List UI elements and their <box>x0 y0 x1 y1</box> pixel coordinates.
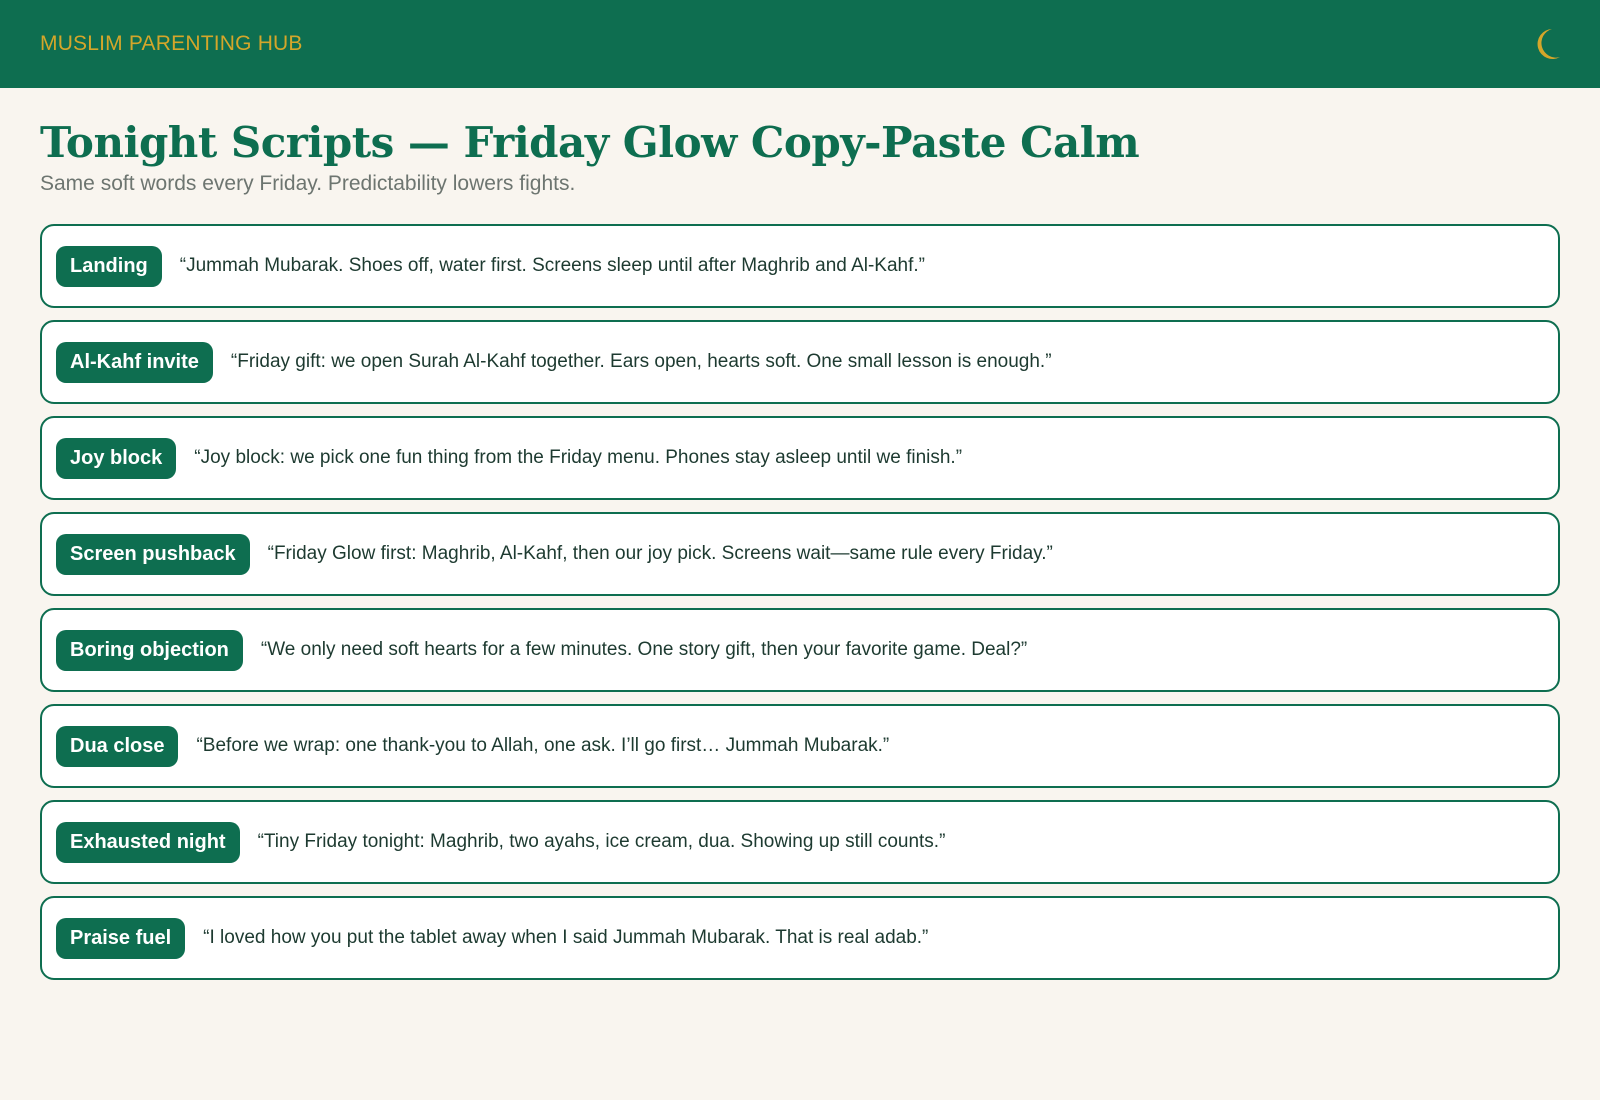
crescent-moon-icon[interactable] <box>1530 27 1564 61</box>
script-text: “Friday gift: we open Surah Al-Kahf together. Ears open, hearts soft. One small lesson is enough.” <box>230 351 1052 373</box>
script-card-boring-objection[interactable] <box>40 608 1560 692</box>
page-subtitle: Same soft words every Friday. Predictability lowers fights. <box>40 172 576 196</box>
main-content <box>0 88 1600 980</box>
script-text: “I loved how you put the tablet away when I said Jummah Mubarak. That is real adab.” <box>203 927 929 949</box>
script-label: Landing <box>56 246 162 287</box>
script-text: “We only need soft hearts for a few minutes. One story gift, then your favorite game. Deal?” <box>260 639 1028 661</box>
script-label: Al-Kahf invite <box>56 342 213 383</box>
script-label: Praise fuel <box>56 918 185 959</box>
script-label: Screen pushback <box>56 534 250 575</box>
script-text: “Jummah Mubarak. Shoes off, water first. Screens sleep until after Maghrib and Al-Kahf.” <box>179 255 925 277</box>
script-label: Exhausted night <box>56 822 240 863</box>
script-label: Joy block <box>56 438 176 479</box>
script-card-landing[interactable] <box>40 224 1560 308</box>
top-bar <box>0 0 1600 88</box>
page-title: Tonight Scripts — Friday Glow Copy-Paste Calm <box>40 118 1140 167</box>
script-card-dua-close[interactable] <box>40 704 1560 788</box>
script-label: Boring objection <box>56 630 243 671</box>
script-text: “Joy block: we pick one fun thing from the Friday menu. Phones stay asleep until we finish.” <box>194 447 963 469</box>
script-text: “Tiny Friday tonight: Maghrib, two ayahs, ice cream, dua. Showing up still counts.” <box>257 831 946 853</box>
brand-title[interactable]: MUSLIM PARENTING HUB <box>40 32 303 55</box>
script-card-exhausted-night[interactable] <box>40 800 1560 884</box>
script-card-screen-pushback[interactable] <box>40 512 1560 596</box>
script-card-al-kahf-invite[interactable] <box>40 320 1560 404</box>
script-text: “Friday Glow first: Maghrib, Al-Kahf, then our joy pick. Screens wait—same rule every Friday.” <box>267 543 1053 565</box>
script-label: Dua close <box>56 726 178 767</box>
script-text: “Before we wrap: one thank-you to Allah, one ask. I’ll go first… Jummah Mubarak.” <box>196 735 890 757</box>
script-card-joy-block[interactable] <box>40 416 1560 500</box>
script-card-praise-fuel[interactable] <box>40 896 1560 980</box>
script-list <box>40 224 1560 980</box>
